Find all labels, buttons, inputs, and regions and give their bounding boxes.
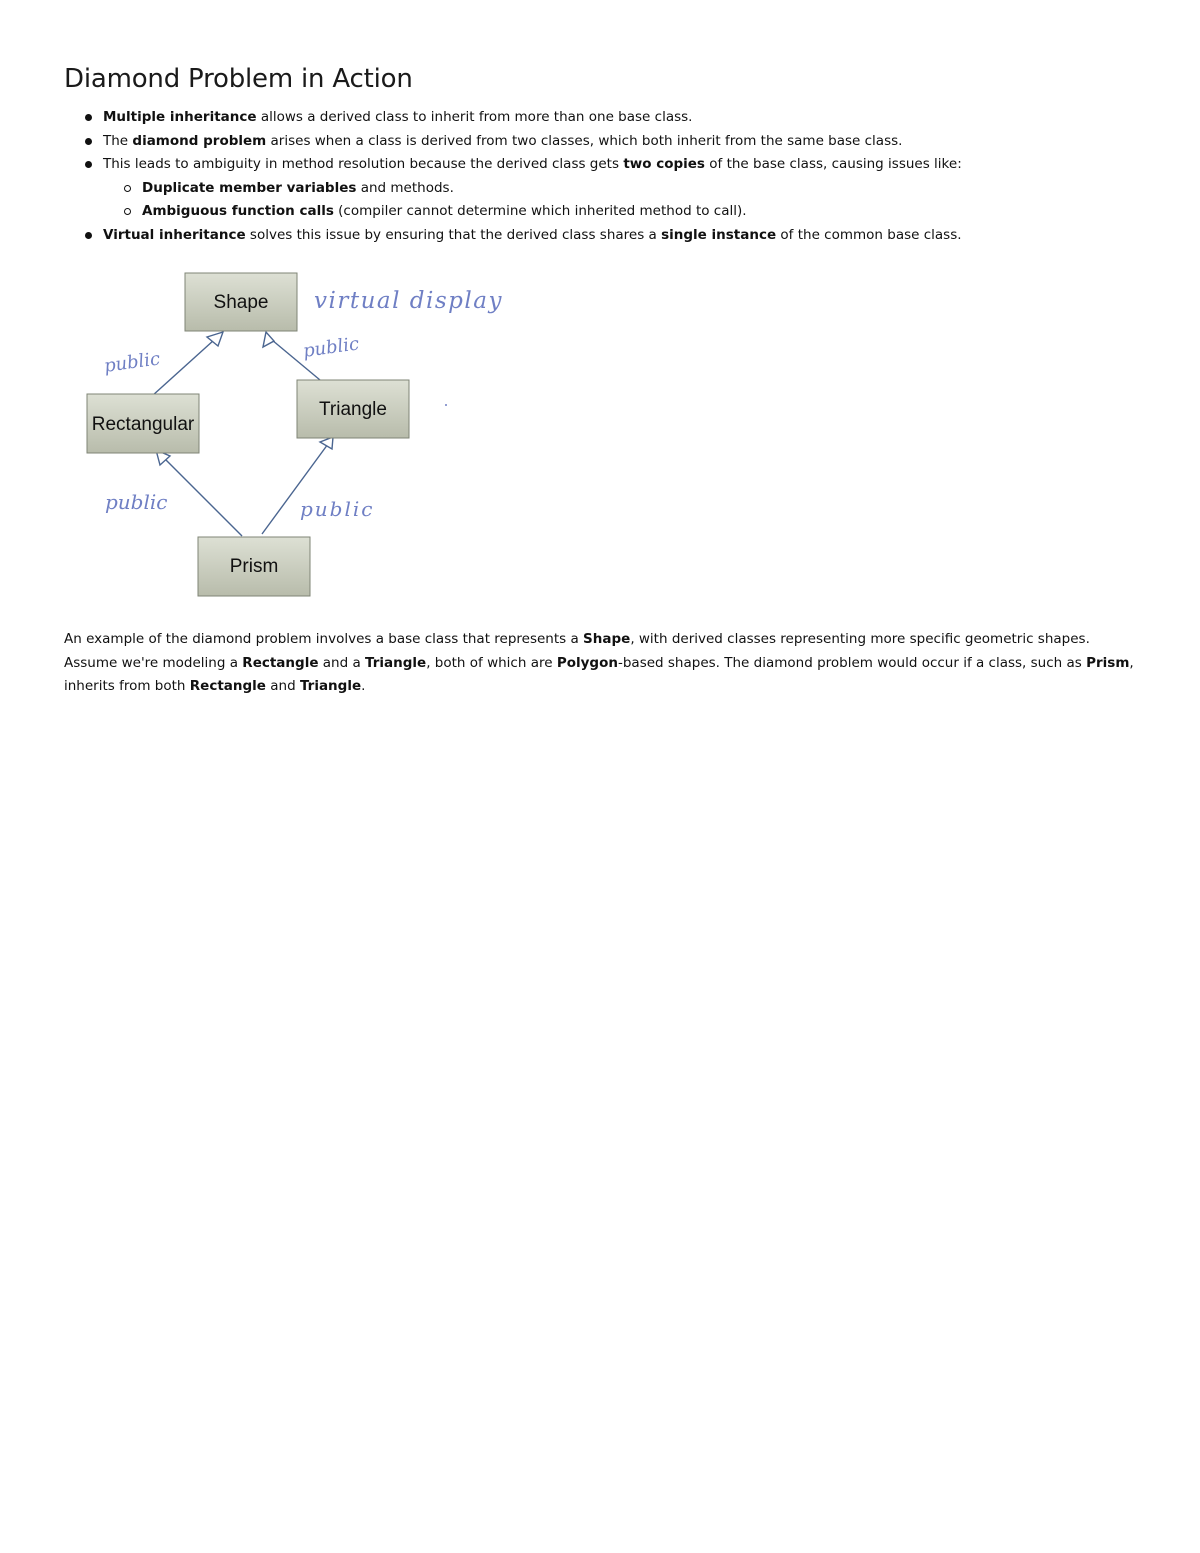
handwritten-virtual-display: virtual display — [314, 288, 503, 314]
bullet-bold-term: Ambiguous function calls — [142, 203, 334, 220]
bullet-diamond-problem — [64, 130, 1154, 154]
sub-bullet-duplicate-members — [103, 177, 1154, 201]
paragraph-text: and — [265, 678, 300, 695]
handwritten-public-label: public — [105, 490, 168, 514]
stray-ink-dot — [445, 404, 447, 406]
bullet-text: of the common base class. — [776, 226, 962, 243]
paragraph-bold-term: Triangle — [365, 654, 427, 671]
bullet-text: The — [103, 132, 133, 149]
paragraph-bold-term: Triangle — [299, 678, 362, 695]
class-label-rectangular: Rectangular — [91, 414, 195, 435]
paragraph-text: . — [361, 678, 366, 695]
paragraph-text: , both of which are — [426, 654, 557, 671]
class-box-triangle — [297, 380, 409, 438]
bullet-bold-term: single instance — [661, 226, 777, 243]
inheritance-diagram — [80, 268, 520, 608]
paragraph-bold-term: Shape — [583, 631, 631, 647]
bullet-text: This leads to ambiguity in method resolution because the derived class gets — [103, 156, 624, 173]
edge-prism-rectangular — [164, 458, 242, 536]
bullet-text: arises when a class is derived from two classes, which both inherit from the same base class. — [266, 132, 903, 149]
paragraph-text: and a — [318, 654, 366, 671]
class-box-rectangular — [87, 394, 199, 453]
handwritten-public-label: public — [102, 348, 162, 377]
bullet-text: (compiler cannot determine which inherited method to call). — [333, 203, 747, 220]
class-label-shape: Shape — [213, 292, 269, 313]
paragraph-text: , with derived classes representing more specific geometric shapes. Assume we're modeling a — [64, 631, 1090, 671]
bullet-text: allows a derived class to inherit from more than one base class. — [256, 109, 693, 125]
paragraph-bold-term: Rectangle — [189, 678, 266, 695]
class-label-prism: Prism — [229, 556, 279, 577]
sub-bullet-list — [103, 177, 1154, 224]
bullet-text: solves this issue by ensuring that the derived class shares a — [245, 226, 662, 243]
bullet-text: and methods. — [356, 179, 454, 196]
bullet-bold-term: Multiple inheritance — [103, 109, 257, 125]
paragraph-bold-term: Prism — [1086, 654, 1130, 671]
bullet-text: of the base class, causing issues like: — [704, 156, 962, 173]
bullet-multiple-inheritance — [64, 106, 1154, 130]
edge-rectangular-shape — [152, 340, 214, 396]
bullet-ambiguity — [64, 153, 1154, 224]
paragraph-text: , inherits from both — [64, 654, 1134, 695]
handwritten-public-label: public — [300, 497, 375, 521]
paragraph-text: -based shapes. The diamond problem would occur if a class, such as — [617, 654, 1087, 671]
bullet-bold-term: Duplicate member variables — [142, 179, 357, 196]
paragraph-text: An example of the diamond problem involves a base class that represents a — [64, 631, 584, 647]
paragraph-bold-term: Polygon — [556, 654, 618, 671]
page-title: Diamond Problem in Action — [64, 64, 413, 94]
class-label-triangle: Triangle — [319, 399, 387, 420]
class-box-prism — [198, 537, 310, 596]
bullet-bold-term: two copies — [623, 156, 705, 173]
sub-bullet-ambiguous-calls — [103, 200, 1154, 224]
class-box-shape — [185, 273, 297, 331]
bullet-virtual-inheritance — [64, 224, 1154, 248]
example-paragraph — [64, 628, 1144, 699]
handwritten-public-label: public — [301, 333, 361, 362]
bullet-bold-term: Virtual inheritance — [103, 226, 246, 243]
bullet-list — [64, 106, 1154, 248]
inheritance-arrowhead-icon — [263, 332, 274, 347]
bullet-bold-term: diamond problem — [132, 132, 267, 149]
paragraph-bold-term: Rectangle — [242, 654, 319, 671]
